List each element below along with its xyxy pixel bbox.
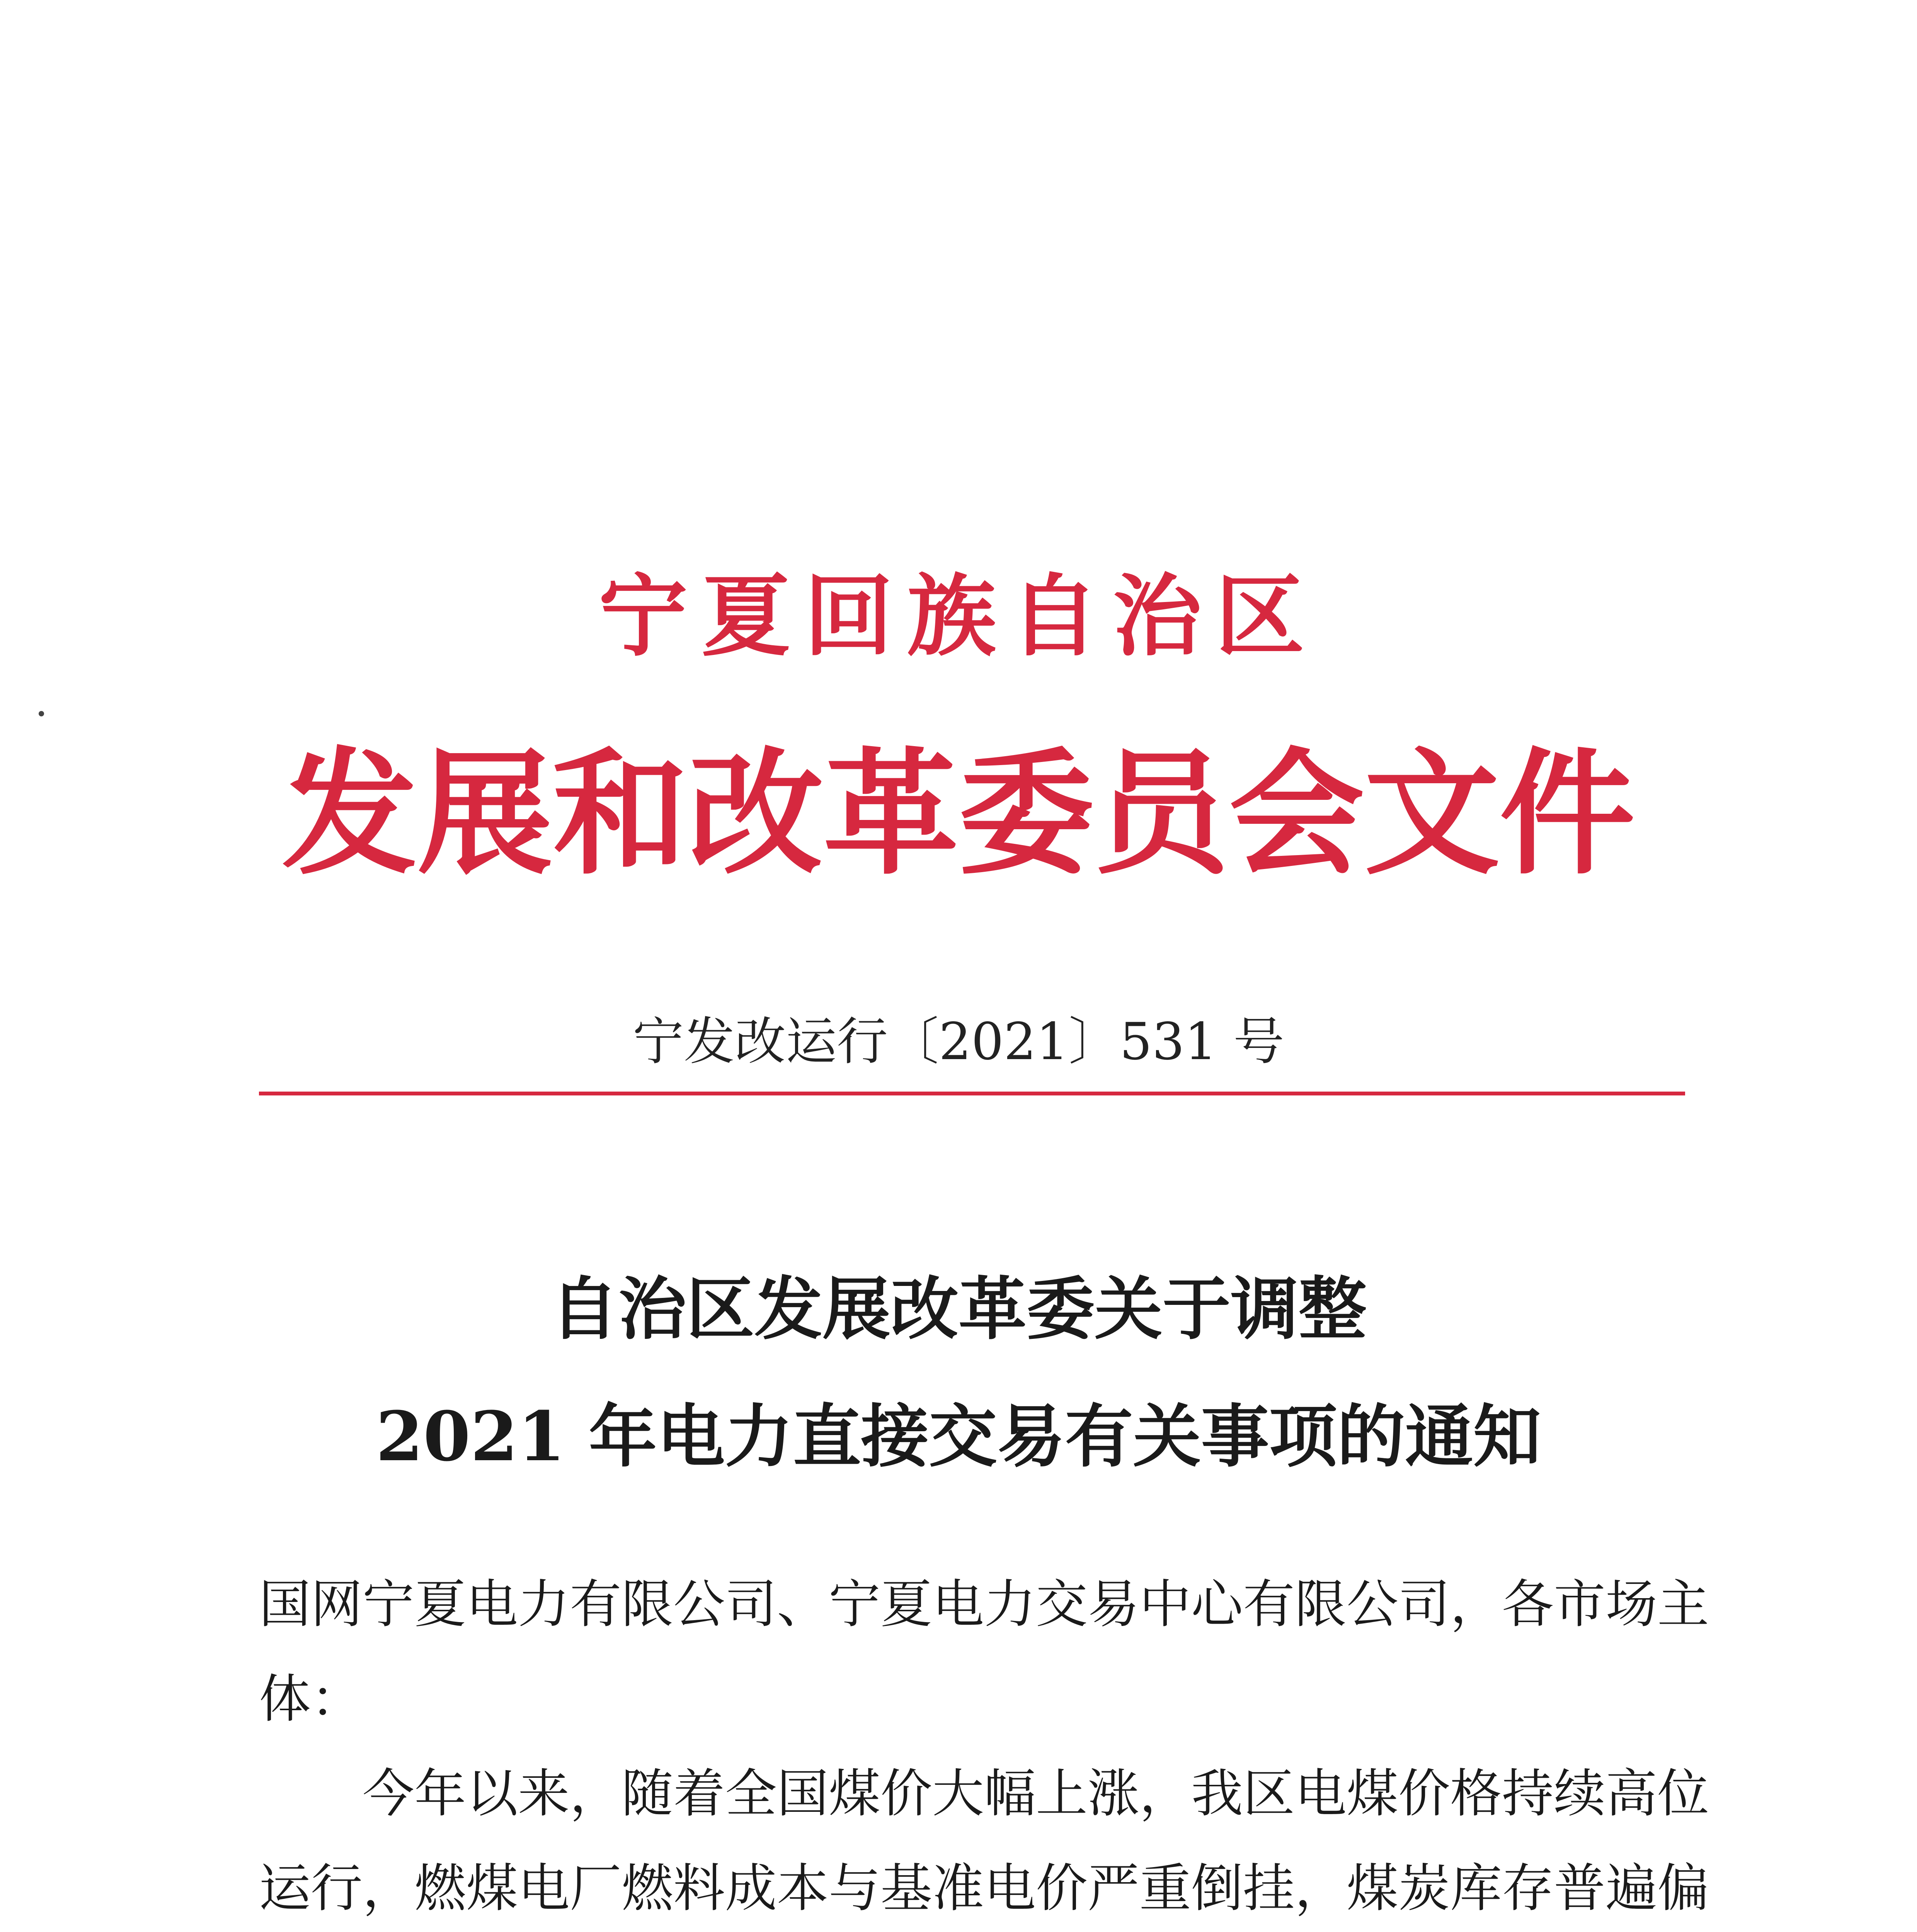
body-line: 今年以来，随着全国煤价大幅上涨，我区电煤价格持续高位 [259, 1764, 1709, 1824]
body-line: 运行，燃煤电厂燃料成本与基准电价严重倒挂，煤炭库存普遍偏 [259, 1858, 1709, 1918]
issuer-name-line: 宁夏回族自治区 [598, 564, 1318, 668]
notice-title-line-2: 2021 年电力直接交易有关事项的通知 [376, 1396, 1541, 1476]
document-header-title: 发展和改革委员会文件 [282, 734, 1635, 893]
notice-title-line-1: 自治区发展改革委关于调整 [550, 1269, 1367, 1349]
scan-dot-mark [39, 711, 44, 716]
body-line: 体： [259, 1669, 363, 1729]
body-line: 国网宁夏电力有限公司、宁夏电力交易中心有限公司，各市场主 [259, 1574, 1709, 1634]
document-number: 宁发改运行〔2021〕531 号 [633, 1012, 1284, 1071]
red-separator-line [259, 1092, 1685, 1095]
body-text [259, 1557, 1709, 1932]
